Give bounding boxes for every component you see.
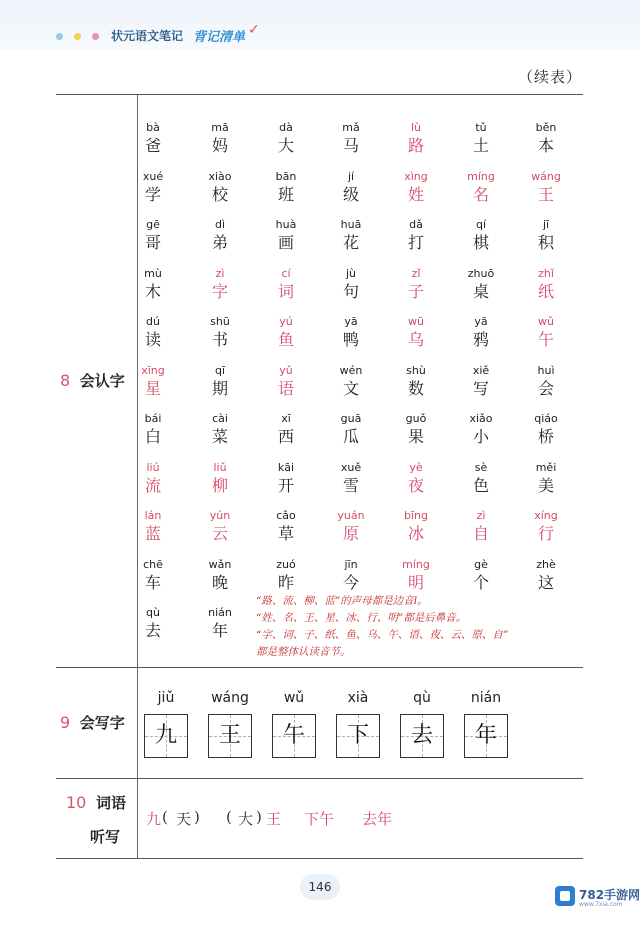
hanzi: 哥 [144, 233, 161, 252]
hanzi: 文 [342, 378, 359, 398]
pinyin: wén [339, 363, 363, 377]
pinyin: bān [275, 169, 297, 183]
pinyin: yuán [337, 509, 365, 522]
hanzi: 木 [144, 281, 161, 301]
char-cell [326, 122, 376, 156]
pinyin: wáng [531, 169, 561, 183]
hanzi: 会 [537, 378, 554, 398]
pinyin: gē [146, 218, 160, 231]
pinyin: wū [408, 315, 424, 328]
hanzi: 妈 [211, 136, 228, 155]
hanzi: 积 [537, 233, 554, 252]
char-cell [391, 171, 441, 205]
pinyin: jí [347, 169, 355, 183]
hanzi: 级 [342, 184, 359, 204]
tian-grid-box [208, 714, 252, 758]
pinyin: shù [406, 363, 426, 377]
hanzi: 鸦 [472, 330, 489, 349]
writing-hanzi: 去 [410, 723, 433, 748]
hanzi: 柳 [211, 475, 228, 495]
pinyin: liǔ [213, 460, 227, 474]
hanzi: 花 [342, 233, 359, 252]
char-cell [261, 462, 311, 496]
section-8-number: 8 [60, 371, 71, 390]
hanzi: 小 [472, 427, 489, 446]
writing-cell [398, 690, 446, 748]
hanzi: 原 [342, 524, 359, 543]
section-9-label: 会写字 [79, 714, 125, 732]
char-cell [456, 268, 506, 302]
char-cell [326, 171, 376, 205]
dot-icon-3 [92, 33, 99, 40]
pinyin: zhǐ [538, 266, 554, 280]
char-cell [195, 413, 245, 447]
section-9-number: 9 [60, 713, 71, 732]
note-line-3: “字、词、子、纸、鱼、乌、午、语、夜、云、原、自” [256, 629, 509, 641]
section-10-heading-line2 [90, 826, 120, 847]
char-cell [195, 219, 245, 253]
note-line-1: “路、流、柳、蓝”的声母都是边音l。 [256, 595, 428, 607]
hanzi: 鱼 [277, 330, 294, 349]
hanzi: 云 [211, 524, 228, 543]
pinyin: měi [535, 460, 557, 474]
hanzi: 行 [537, 524, 554, 543]
writing-cell [206, 690, 254, 748]
pinyin: dǎ [409, 218, 423, 231]
char-cell [521, 316, 571, 350]
pinyin: zhè [536, 557, 556, 571]
pinyin: zuó [276, 557, 296, 571]
pinyin: yú [279, 315, 293, 328]
hanzi: 字 [211, 281, 228, 301]
pinyin: dì [214, 218, 226, 231]
char-cell [128, 122, 178, 156]
pinyin: yā [344, 315, 358, 328]
char-cell [521, 268, 571, 302]
hanzi: 草 [277, 524, 294, 543]
char-cell [391, 413, 441, 447]
char-cell [261, 365, 311, 399]
pinyin: huì [537, 363, 555, 377]
pinyin: wǔ [538, 315, 554, 328]
char-cell [128, 607, 178, 641]
hanzi: 校 [211, 184, 228, 204]
char-cell [195, 316, 245, 350]
pinyin: qí [475, 218, 487, 231]
char-cell [456, 510, 506, 544]
char-cell [261, 122, 311, 156]
table-divider-9-10 [56, 778, 583, 779]
hanzi: 数 [407, 378, 424, 398]
pinyin: bà [146, 121, 160, 134]
hanzi: 棋 [472, 233, 489, 252]
char-cell [391, 365, 441, 399]
dictation-char: 天 [176, 810, 192, 828]
char-cell [195, 510, 245, 544]
section-10-label-line2: 听写 [90, 828, 121, 846]
writing-hanzi: 午 [282, 723, 305, 748]
dot-icon-2 [74, 33, 81, 40]
hanzi: 夜 [407, 475, 424, 495]
header-title: 状元语文笔记 [111, 29, 184, 43]
hanzi: 爸 [144, 136, 161, 155]
watermark-url: www.7xia.com [579, 901, 623, 908]
hanzi: 期 [211, 378, 228, 398]
dictation-paren: ) [194, 808, 200, 826]
char-cell [456, 122, 506, 156]
char-cell [195, 607, 245, 641]
hanzi: 打 [407, 233, 424, 252]
hanzi: 色 [472, 475, 489, 495]
annotation-note [256, 593, 596, 661]
char-cell [456, 219, 506, 253]
pinyin: liú [146, 460, 160, 474]
char-cell [195, 559, 245, 593]
char-cell [128, 413, 178, 447]
hanzi: 写 [472, 378, 489, 398]
char-cell [326, 219, 376, 253]
pinyin: wǎn [208, 557, 232, 571]
dot-icon-1 [56, 33, 63, 40]
tian-grid-box [144, 714, 188, 758]
hanzi: 弟 [211, 233, 228, 252]
hanzi: 马 [342, 136, 359, 155]
tian-grid-box [400, 714, 444, 758]
pinyin: xué [142, 169, 164, 183]
pinyin: yún [209, 509, 231, 522]
char-cell [195, 171, 245, 205]
pinyin: yè [409, 460, 423, 474]
writing-hanzi: 年 [474, 723, 497, 748]
writing-cell [142, 690, 190, 748]
hanzi: 个 [472, 572, 489, 592]
hanzi: 学 [144, 184, 161, 204]
dictation-paren: ) [256, 808, 262, 826]
pinyin: yǔ [279, 363, 293, 377]
char-cell [326, 510, 376, 544]
char-cell [128, 316, 178, 350]
pinyin: cí [281, 266, 291, 280]
pinyin: xuě [340, 460, 362, 474]
hanzi: 车 [144, 572, 161, 592]
pinyin: jīn [344, 557, 358, 571]
dictation-paren: ( [226, 808, 232, 826]
pinyin: xiě [472, 363, 490, 377]
pinyin: lù [410, 121, 422, 134]
pinyin: zhuō [467, 266, 495, 280]
table-divider-8-9 [56, 667, 583, 668]
hanzi: 名 [472, 184, 489, 204]
hanzi: 路 [407, 136, 424, 155]
hanzi: 画 [277, 233, 294, 252]
char-cell [261, 171, 311, 205]
hanzi: 鸭 [342, 330, 359, 349]
char-cell [195, 365, 245, 399]
char-cell [326, 413, 376, 447]
watermark-logo [555, 884, 640, 914]
pinyin: zì [215, 266, 225, 280]
char-cell [521, 462, 571, 496]
pinyin: xīng [141, 363, 165, 377]
char-cell [128, 510, 178, 544]
char-cell [456, 559, 506, 593]
pinyin: zì [476, 509, 486, 522]
page-number: 146 [300, 874, 340, 900]
char-cell [456, 462, 506, 496]
pinyin: xī [281, 412, 291, 425]
pinyin: sè [474, 460, 488, 474]
char-cell [391, 559, 441, 593]
hanzi: 去 [144, 621, 161, 640]
char-cell [326, 365, 376, 399]
pinyin: bái [144, 412, 162, 425]
section-10-heading [66, 792, 126, 813]
char-cell [521, 510, 571, 544]
writing-cell [334, 690, 382, 748]
hanzi: 自 [472, 524, 489, 543]
pinyin: nián [208, 606, 232, 619]
pinyin: huā [340, 218, 362, 231]
pinyin: xìng [404, 169, 428, 183]
char-cell [391, 316, 441, 350]
header-bar [0, 0, 640, 50]
pinyin: chē [143, 557, 163, 571]
char-cell [261, 559, 311, 593]
pinyin: kāi [277, 460, 295, 474]
dictation-word: 去年 [362, 810, 393, 828]
char-cell [391, 268, 441, 302]
dictation-word: 下午 [304, 810, 335, 828]
hanzi: 句 [342, 281, 359, 301]
char-cell [128, 365, 178, 399]
char-cell [521, 365, 571, 399]
hanzi: 语 [277, 378, 294, 398]
pinyin: yā [474, 315, 488, 328]
pinyin: jī [542, 218, 550, 231]
char-cell [521, 122, 571, 156]
char-cell [326, 268, 376, 302]
hanzi: 蓝 [144, 524, 161, 543]
hanzi: 桥 [537, 427, 554, 446]
writing-pinyin: xià [347, 690, 369, 706]
section-9-heading [60, 712, 125, 733]
writing-cell [270, 690, 318, 748]
table-top-border [56, 94, 583, 95]
table-bottom-border [56, 858, 583, 859]
writing-hanzi: 王 [218, 723, 241, 748]
header-subtitle: 背记清单 [193, 30, 246, 45]
hanzi: 今 [342, 572, 359, 592]
pinyin: guā [340, 412, 362, 425]
tian-grid-box [336, 714, 380, 758]
char-cell [261, 219, 311, 253]
hanzi: 词 [277, 281, 294, 301]
hanzi: 美 [537, 475, 554, 495]
pinyin: běn [535, 121, 557, 134]
hanzi: 土 [472, 136, 489, 155]
char-cell [391, 219, 441, 253]
pinyin: xíng [534, 509, 558, 522]
hanzi: 雪 [342, 475, 359, 495]
watermark-name: 782手游网 [579, 888, 640, 902]
hanzi: 星 [144, 378, 161, 398]
hanzi: 王 [537, 184, 554, 204]
pinyin: huà [275, 218, 297, 231]
dictation-char: 王 [266, 810, 282, 828]
hanzi: 流 [144, 475, 161, 495]
hanzi: 西 [277, 427, 294, 446]
checkmark-icon: ✓ [248, 22, 260, 38]
char-cell [326, 316, 376, 350]
dictation-char: 九 [146, 810, 162, 828]
note-line-2: “姓、名、王、星、冰、行、明”都是后鼻音。 [256, 612, 467, 624]
char-cell [261, 413, 311, 447]
char-cell [195, 462, 245, 496]
pinyin: míng [402, 557, 430, 571]
watermark-logo-icon [555, 886, 575, 906]
hanzi: 乌 [407, 330, 424, 349]
pinyin: mù [144, 266, 162, 280]
hanzi: 白 [144, 427, 161, 446]
dictation-paren: ( [162, 808, 168, 826]
char-cell [326, 462, 376, 496]
hanzi: 本 [537, 136, 554, 155]
char-cell [456, 365, 506, 399]
continued-label: （续表） [517, 68, 582, 86]
dictation-char: 大 [238, 810, 254, 828]
writing-hanzi: 九 [154, 723, 177, 748]
char-cell [195, 122, 245, 156]
tian-grid-box [464, 714, 508, 758]
char-cell [128, 559, 178, 593]
section-10-number: 10 [66, 793, 87, 812]
char-cell [128, 268, 178, 302]
pinyin: mā [211, 121, 229, 134]
hanzi: 年 [211, 621, 228, 640]
note-line-4: 都是整体认读音节。 [256, 646, 351, 658]
tian-grid-box [272, 714, 316, 758]
char-cell [261, 268, 311, 302]
char-cell [261, 510, 311, 544]
char-cell [261, 316, 311, 350]
pinyin: qī [214, 363, 226, 377]
writing-pinyin: wǔ [283, 690, 305, 706]
section-10-label-line1: 词语 [95, 794, 126, 812]
char-cell [195, 268, 245, 302]
hanzi: 纸 [537, 281, 554, 301]
char-cell [521, 171, 571, 205]
writing-pinyin: nián [470, 690, 502, 706]
hanzi: 冰 [407, 524, 424, 543]
hanzi: 明 [407, 572, 424, 592]
pinyin: guǒ [405, 412, 427, 425]
pinyin: xiǎo [469, 412, 493, 425]
char-cell [128, 171, 178, 205]
pinyin: tǔ [475, 121, 487, 134]
hanzi: 午 [537, 330, 554, 349]
hanzi: 姓 [407, 184, 424, 204]
char-cell [391, 122, 441, 156]
char-cell [391, 462, 441, 496]
hanzi: 读 [144, 330, 161, 349]
section-8-heading [60, 370, 125, 391]
pinyin: míng [467, 169, 495, 183]
writing-pinyin: wáng [211, 690, 249, 706]
pinyin: cǎo [276, 509, 296, 522]
pinyin: lán [144, 509, 162, 522]
section-8-label: 会认字 [79, 372, 125, 390]
pinyin: gè [474, 557, 488, 571]
pinyin: shū [210, 315, 230, 328]
char-cell [521, 559, 571, 593]
hanzi: 晚 [211, 572, 228, 592]
pinyin: bīng [404, 509, 428, 522]
char-cell [521, 219, 571, 253]
hanzi: 这 [537, 572, 554, 592]
pinyin: dà [279, 121, 293, 134]
writing-hanzi: 下 [346, 723, 369, 748]
writing-pinyin: qù [413, 690, 431, 706]
hanzi: 大 [277, 136, 294, 155]
char-cell [456, 316, 506, 350]
hanzi: 桌 [472, 281, 489, 301]
writing-cell [462, 690, 510, 748]
pinyin: qù [146, 606, 160, 619]
pinyin: mǎ [342, 121, 360, 134]
pinyin: qiáo [534, 412, 558, 425]
pinyin: xiào [208, 169, 232, 183]
hanzi: 昨 [277, 572, 294, 592]
pinyin: dú [146, 315, 160, 328]
char-cell [391, 510, 441, 544]
pinyin: jù [345, 266, 357, 280]
pinyin: zǐ [411, 266, 421, 280]
char-cell [128, 462, 178, 496]
hanzi: 班 [277, 184, 294, 204]
char-cell [326, 559, 376, 593]
hanzi: 书 [211, 330, 228, 349]
pinyin: cài [212, 412, 228, 425]
char-cell [128, 219, 178, 253]
writing-pinyin: jiǔ [157, 690, 175, 706]
hanzi: 子 [407, 281, 424, 301]
hanzi: 开 [277, 475, 294, 495]
hanzi: 果 [407, 427, 424, 446]
char-cell [521, 413, 571, 447]
char-cell [456, 413, 506, 447]
char-cell [456, 171, 506, 205]
hanzi: 菜 [211, 427, 228, 446]
hanzi: 瓜 [342, 427, 359, 446]
